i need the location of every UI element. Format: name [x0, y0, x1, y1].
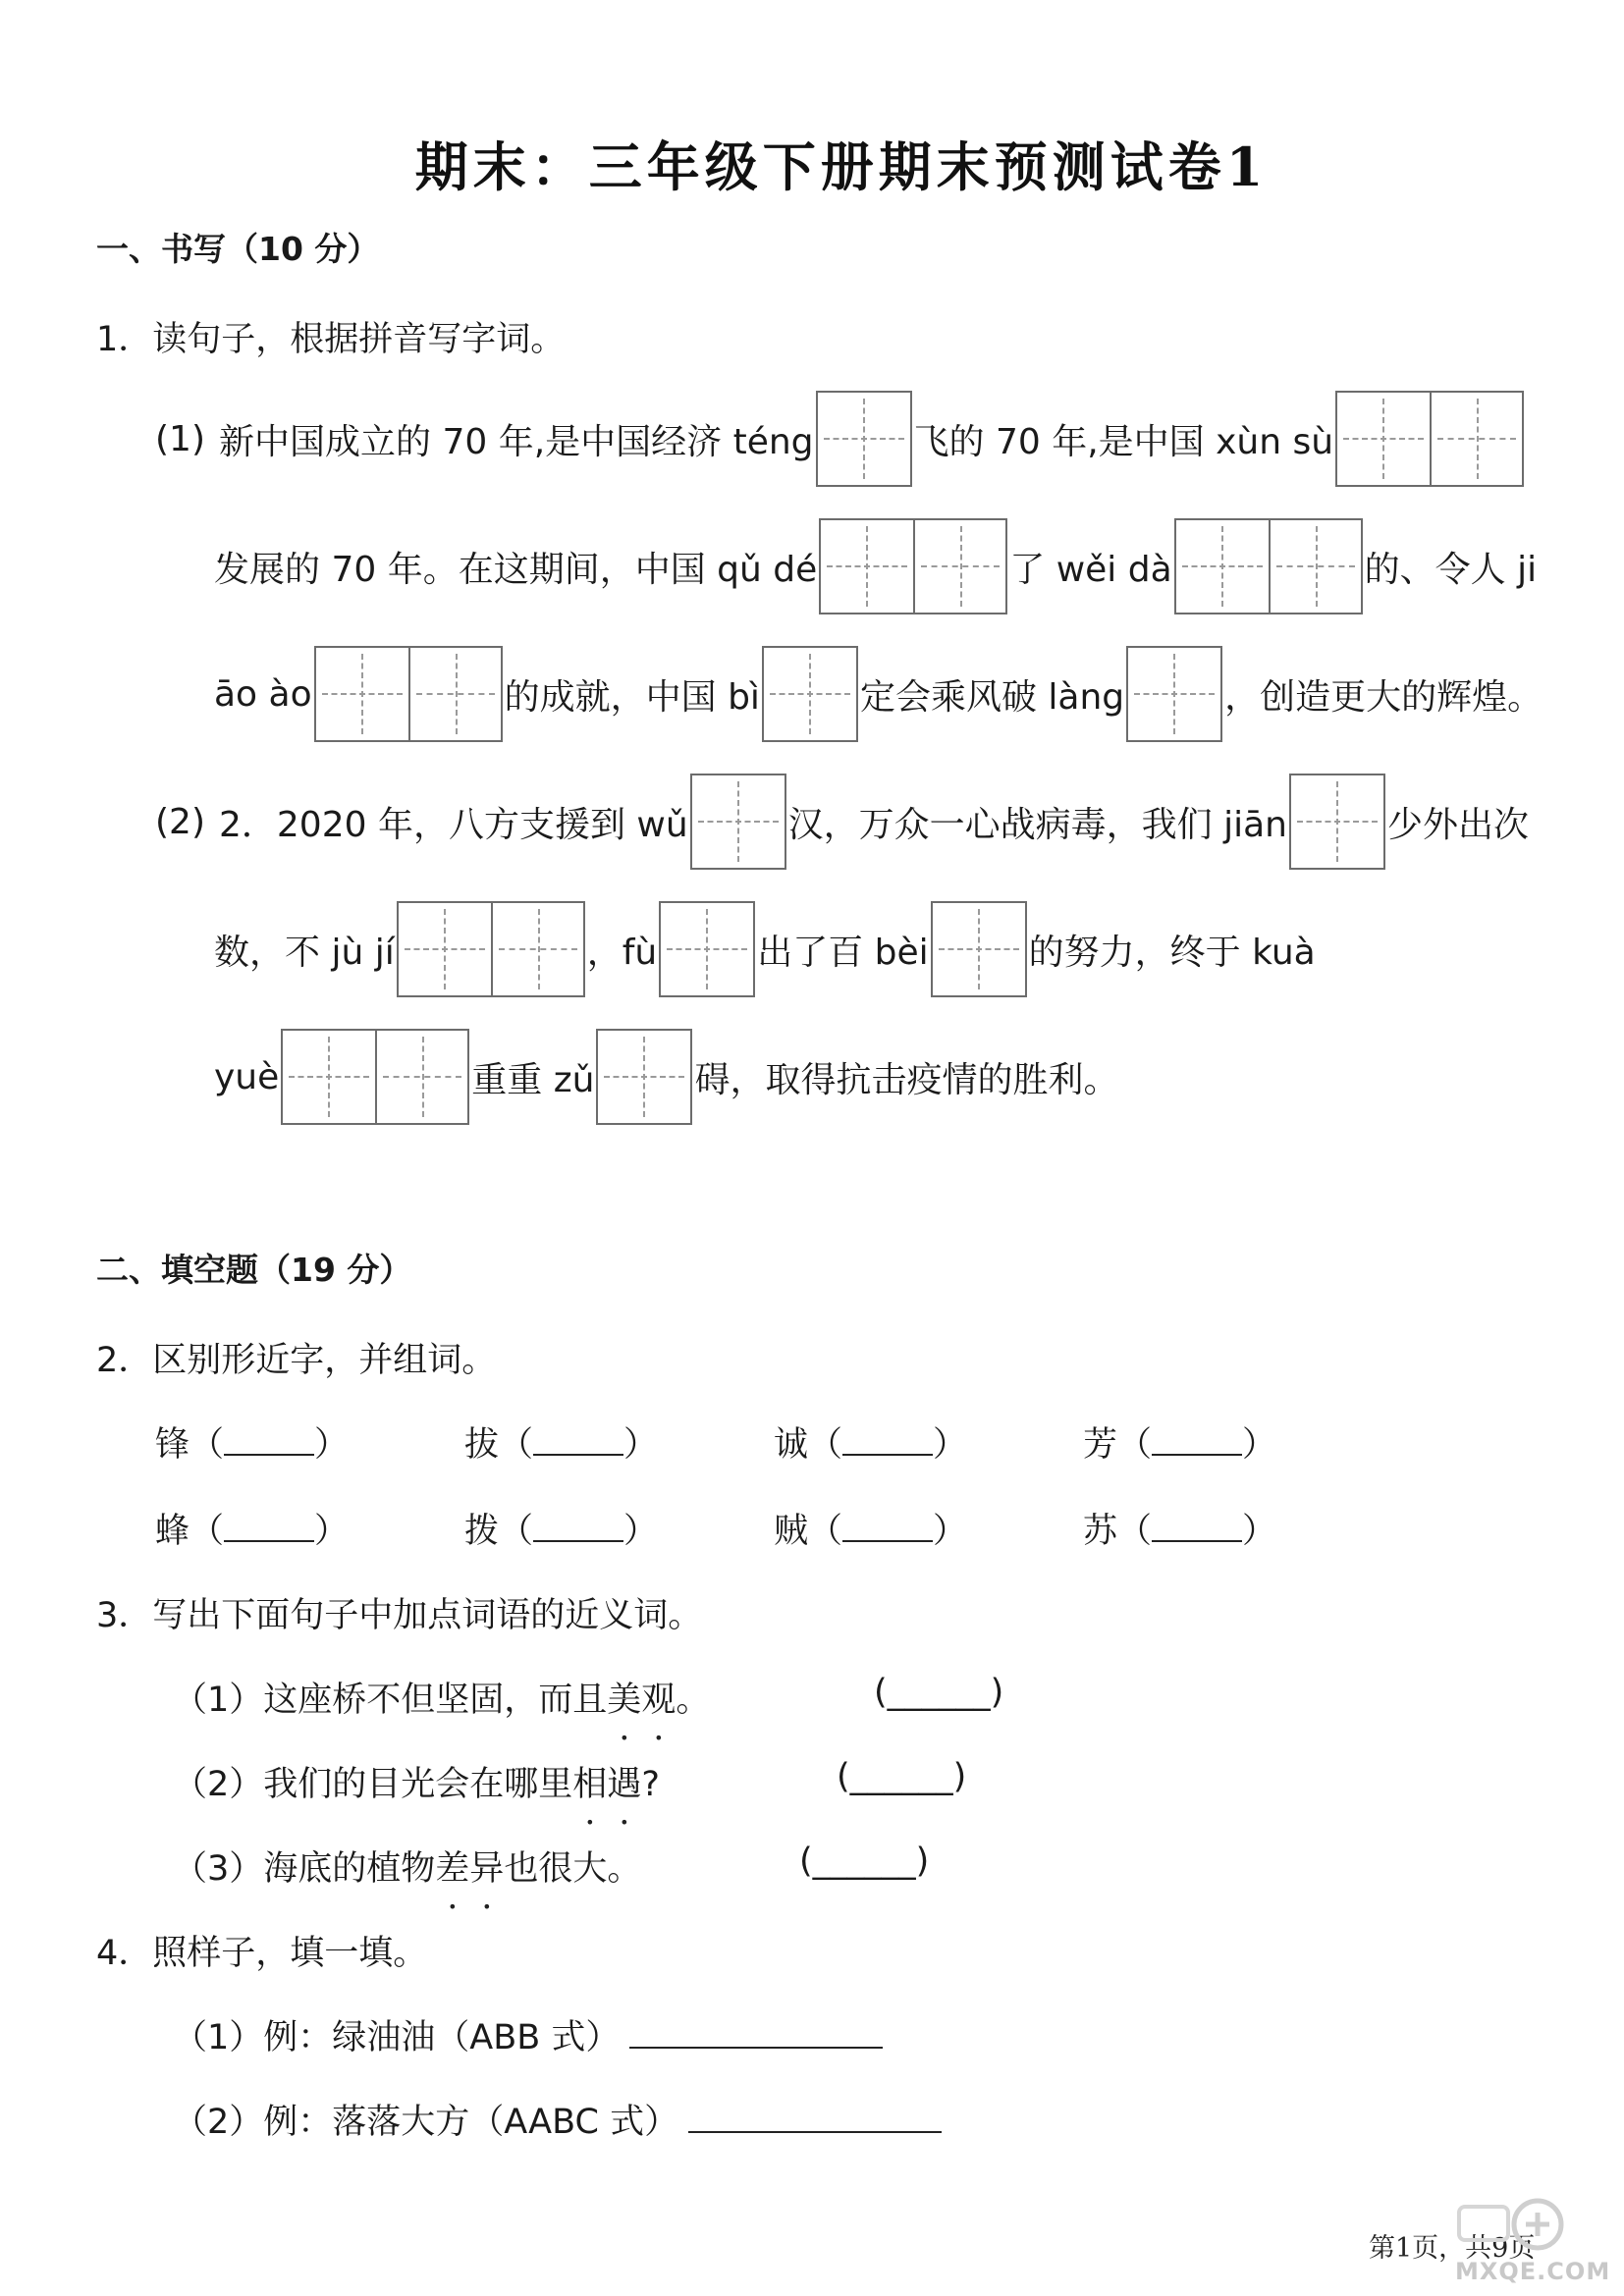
sentence-text: 也很大。 [504, 1849, 642, 1889]
sentence-text: yuè [214, 1056, 280, 1097]
similar-char: 苏 [1083, 1512, 1118, 1551]
dotted-char: 差 [435, 1849, 470, 1889]
answer-blank[interactable] [1152, 1424, 1242, 1456]
answer-blank[interactable]: (______) [874, 1673, 1004, 1712]
char-grid-jian[interactable] [1289, 774, 1385, 870]
page-title: 期末：三年级下册期末预测试卷1 [414, 135, 1269, 198]
sentence-text: 数，不 jù jí [214, 932, 395, 973]
char-grid-weida[interactable] [1174, 518, 1363, 614]
question-2-prompt: 2．区别形近字，并组词。 [96, 1341, 497, 1380]
part-2-line-2 [214, 898, 1316, 1000]
sentence-text: （1）这座桥不但坚固，而且 [173, 1681, 608, 1720]
char-grid-qude[interactable] [819, 518, 1007, 614]
sentence-text: 碍，取得抗击疫情的胜利。 [694, 1059, 1119, 1100]
sentence-text: 少外出次 [1387, 804, 1530, 845]
question-3-prompt: 3．写出下面句子中加点词语的近义词。 [96, 1596, 703, 1635]
paren: ） [1242, 1425, 1277, 1465]
q4-item-1 [173, 2010, 883, 2059]
section-1-heading: 一、书写（10 分） [96, 230, 380, 268]
part-2-line-1 [155, 771, 1529, 873]
char-grid-juji[interactable] [397, 901, 585, 997]
sentence-text: 2．2020 年，八方支援到 wǔ [219, 804, 688, 845]
q3-item-2 [173, 1757, 660, 1806]
part-1-label: (1) [155, 418, 205, 459]
paren: （ [189, 1425, 225, 1465]
sentence-text: （1）例：绿油油（ABB 式） [173, 2018, 621, 2057]
char-grid-fu[interactable] [659, 901, 755, 997]
similar-char: 拔 [464, 1425, 500, 1465]
sentence-text: 的努力，终于 kuà [1028, 932, 1316, 973]
sentence-text: 重重 zǔ [471, 1059, 595, 1100]
word-row-2 [155, 1504, 1333, 1553]
word-row-1 [155, 1417, 1333, 1467]
paren: ） [314, 1425, 350, 1465]
similar-char: 锋 [155, 1425, 190, 1465]
sentence-text: 了 wěi dà [1009, 549, 1172, 590]
dotted-char: 观 [641, 1681, 677, 1720]
q4-item-2 [173, 2095, 942, 2144]
answer-blank[interactable] [533, 1424, 623, 1456]
char-grid-zu[interactable] [596, 1029, 692, 1125]
char-grid-bi[interactable] [762, 646, 858, 742]
sentence-text: 汉，万众一心战病毒，我们 jiān [787, 804, 1287, 845]
sentence-text: （3）海底的植物 [173, 1849, 436, 1889]
dotted-char: 异 [469, 1849, 505, 1889]
question-1-prompt: 1．读句子，根据拼音写字词。 [96, 320, 566, 359]
char-grid-xunsu[interactable] [1335, 391, 1524, 487]
paren: ） [623, 1425, 659, 1465]
watermark-logo-icon [1451, 2191, 1567, 2258]
paren: ） [1242, 1512, 1277, 1551]
similar-char: 蜂 [155, 1512, 190, 1551]
sentence-text: 飞的 70 年,是中国 xùn sù [913, 421, 1334, 462]
paren: （ [189, 1512, 225, 1551]
sentence-text: 出了百 bèi [757, 932, 929, 973]
char-grid-jiaoao[interactable] [314, 646, 503, 742]
dotted-char: 遇 [607, 1765, 642, 1804]
paren: （ [1117, 1425, 1153, 1465]
answer-blank[interactable] [1152, 1511, 1242, 1542]
watermark-text: MXQE.COM [1455, 2258, 1611, 2285]
part-2-label: (2) [155, 801, 205, 842]
similar-char: 诚 [774, 1425, 809, 1465]
dotted-char: 相 [572, 1765, 608, 1804]
sentence-text: ，创造更大的辉煌。 [1224, 676, 1543, 718]
similar-char: 贼 [774, 1512, 809, 1551]
answer-blank[interactable] [533, 1511, 623, 1542]
answer-line[interactable] [629, 2017, 883, 2049]
q3-item-1 [173, 1673, 710, 1722]
answer-blank[interactable] [842, 1424, 933, 1456]
paren: （ [499, 1512, 534, 1551]
sentence-text: 发展的 70 年。在这期间，中国 qǔ dé [214, 549, 818, 590]
char-grid-teng[interactable] [816, 391, 912, 487]
section-2-heading: 二、填空题（19 分） [96, 1251, 412, 1289]
char-grid-wu[interactable] [690, 774, 786, 870]
paren: （ [499, 1425, 534, 1465]
part-1-line-3 [214, 643, 1543, 745]
answer-blank[interactable] [842, 1511, 933, 1542]
char-grid-bei[interactable] [931, 901, 1027, 997]
answer-blank[interactable] [224, 1424, 314, 1456]
paren: ） [933, 1425, 968, 1465]
char-grid-kuayue[interactable] [281, 1029, 469, 1125]
sentence-text: 。 [676, 1681, 711, 1720]
similar-char: 拨 [464, 1512, 500, 1551]
paren: （ [1117, 1512, 1153, 1551]
sentence-text: （2）我们的目光会在哪里 [173, 1765, 573, 1804]
paren: ） [933, 1512, 968, 1551]
paren: ） [314, 1512, 350, 1551]
sentence-text: ，fù [586, 932, 658, 973]
part-1-line-1 [155, 388, 1526, 490]
question-4-prompt: 4．照样子，填一填。 [96, 1934, 428, 1973]
similar-char: 芳 [1083, 1425, 1118, 1465]
sentence-text: （2）例：落落大方（AABC 式） [173, 2103, 679, 2142]
part-2-line-3 [214, 1026, 1118, 1128]
answer-blank[interactable]: (______) [799, 1842, 930, 1881]
answer-line[interactable] [688, 2102, 942, 2133]
sentence-text: ? [641, 1765, 660, 1804]
sentence-text: 的、令人 ji [1364, 549, 1538, 590]
sentence-text: 的成就，中国 bì [504, 676, 760, 718]
sentence-text: 定会乘风破 làng [859, 676, 1125, 718]
answer-blank[interactable]: (______) [837, 1757, 967, 1796]
paren: ） [623, 1512, 659, 1551]
page-footer: 第1页，共9页 [1369, 2233, 1536, 2264]
char-grid-lang[interactable] [1126, 646, 1222, 742]
paren: （ [808, 1512, 843, 1551]
sentence-text: āo ào [214, 673, 312, 715]
paren: （ [808, 1425, 843, 1465]
dotted-char: 美 [607, 1681, 642, 1720]
answer-blank[interactable] [224, 1511, 314, 1542]
q3-item-3 [173, 1842, 641, 1891]
sentence-text: 新中国成立的 70 年,是中国经济 téng [219, 421, 814, 462]
part-1-line-2 [214, 515, 1537, 617]
